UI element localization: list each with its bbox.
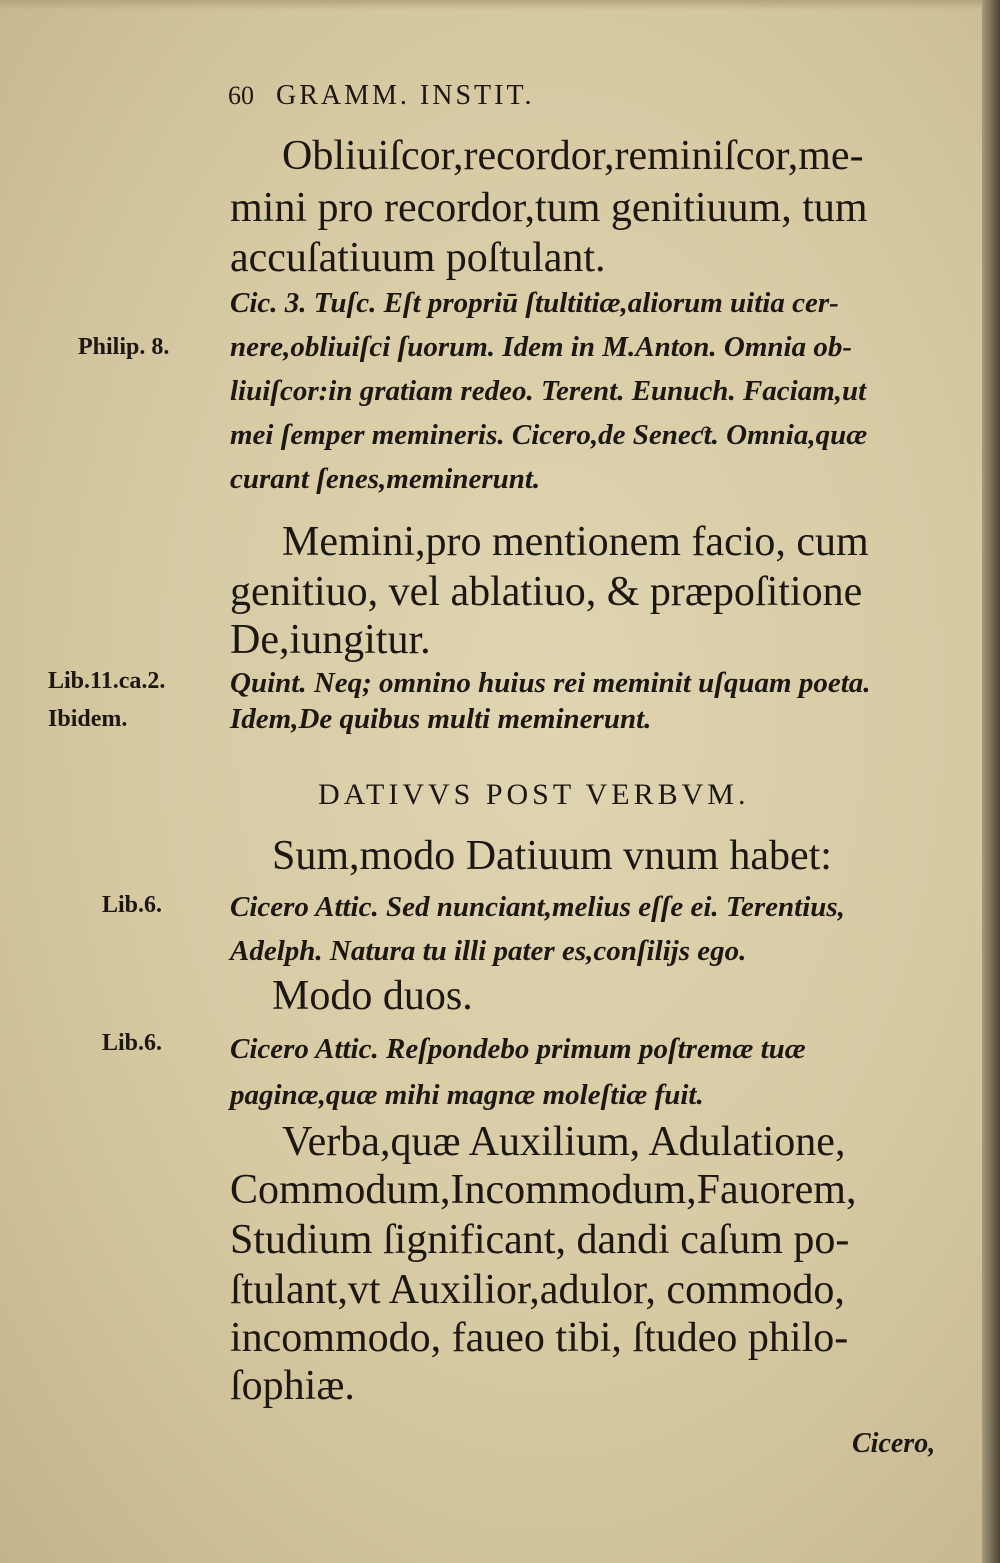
quote-cicero-tusc-line-1: Cic. 3. Tuſc. Eſt propriū ſtultitiæ,aliorum uitia cer- [230,287,839,319]
paragraph-memini-line-1: Memini,pro mentionem facio, cum [282,519,869,565]
page-gutter-shadow [982,0,1000,1563]
paragraph-oblivio-line-3: accuſatiuum poſtulant. [230,235,606,281]
quote-cicero-attic-respondebo-line-1: Cicero Attic. Reſpondebo primum poſtremæ tuæ [230,1033,806,1065]
page-number: 60 [228,81,254,110]
section-title: DATIVVS POST VERBVM. [318,778,750,811]
quote-cicero-tusc-line-3: liuiſcor:in gratiam redeo. Terent. Eunuch. Faciam,ut [230,375,867,407]
margin-note-lib11: Lib.11.ca.2. [48,668,166,694]
catchword: Cicero, [852,1428,936,1459]
running-header [228,80,534,112]
paragraph-oblivio-line-2: mini pro recordor,tum genitiuum, tum [230,185,868,231]
paragraph-verba-line-1: Verba,quæ Auxilium, Adulatione, [282,1119,846,1165]
quote-cicero-tusc-line-2: nere,obliuiſci ſuorum. Idem in M.Anton. Omnia ob- [230,331,852,363]
paragraph-verba-line-3: Studium ſignificant, dandi caſum po- [230,1217,850,1263]
quote-quintilian-line-1: Quint. Neq; omnino huius rei meminit uſquam poeta. [230,667,871,699]
paragraph-memini-line-2: genitiuo, vel ablatiuo, & præpoſitione [230,569,863,615]
quote-cicero-attic-sum-line-1: Cicero Attic. Sed nunciant,melius eſſe ei. Terentius, [230,891,845,923]
paragraph-oblivio-line-1: Obliuiſcor,recordor,reminiſcor,me- [282,133,864,179]
page-top-shadow [0,0,1000,10]
quote-cicero-tusc-line-4: mei ſemper memineris. Cicero,de Seneƈt. Omnia,quæ [230,419,868,451]
paragraph-verba-line-5: incommodo, faueo tibi, ſtudeo philo- [230,1315,849,1361]
paragraph-verba-line-4: ſtulant,vt Auxilior,adulor, commodo, [230,1267,845,1313]
paragraph-verba-line-6: ſophiæ. [230,1363,355,1409]
paragraph-memini-line-3: De,iungitur. [230,617,431,663]
margin-note-ibidem: Ibidem. [48,706,128,732]
margin-note-lib6-first: Lib.6. [102,892,163,918]
quote-cicero-tusc-line-5: curant ſenes,meminerunt. [230,463,541,495]
quote-cicero-attic-sum-line-2: Adelph. Natura tu illi pater es,conſilijs ego. [230,935,747,967]
paragraph-verba-line-2: Commodum,Incommodum,Fauorem, [230,1167,857,1213]
margin-note-philip: Philip. 8. [78,334,170,360]
running-title: GRAMM. INSTIT. [276,80,535,111]
paragraph-sum-line-1: Sum,modo Datiuum vnum habet: [272,833,832,879]
paragraph-modo-duos: Modo duos. [272,973,473,1019]
margin-note-lib6-second: Lib.6. [102,1030,163,1056]
quote-quintilian-line-2: Idem,De quibus multi meminerunt. [230,703,652,735]
quote-cicero-attic-respondebo-line-2: paginæ,quæ mihi magnæ moleſtiæ fuit. [230,1079,704,1111]
